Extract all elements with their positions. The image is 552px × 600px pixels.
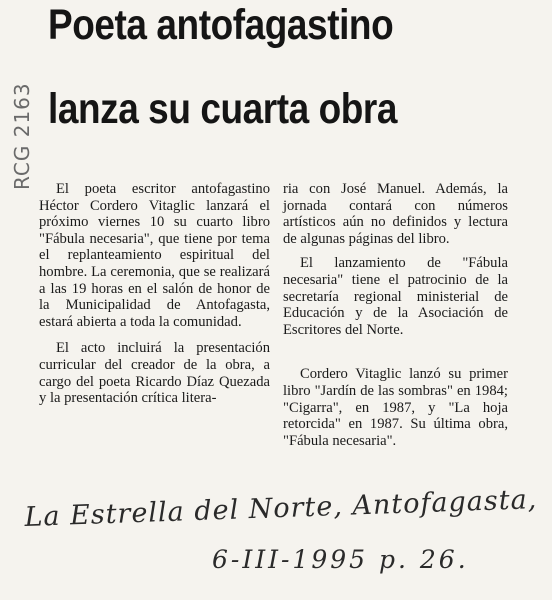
paragraph: El acto incluirá la presentación curricular del creador de la obra, a cargo del poeta Ricardo Díaz Quezada y la presentación crítica litera- xyxy=(39,340,270,407)
article-column-left xyxy=(39,181,270,407)
paragraph: ria con José Manuel. Además, la jornada contará con números artísticos aún no definidos y lectura de algunas páginas del libro. xyxy=(283,181,508,247)
headline-line-2: lanza su cuarta obra xyxy=(48,85,397,133)
paragraph: El poeta escritor antofagastino Héctor Cordero Vitaglic lanzará el próximo viernes 10 su cuarto libro "Fábula necesaria", que tiene por tema el replanteamiento espiritual del hombre. La ceremonia, que se realizará a las 19 horas en el salón de honor de la Municipalidad de Antofagasta, estará abierta a toda la comunidad. xyxy=(39,181,270,330)
paragraph: El lanzamiento de "Fábula necesaria" tiene el patrocinio de la secretaría regional ministerial de Educación y de la Asociación de Escritores del Norte. xyxy=(283,255,508,338)
handwritten-date: 6-III-1995 p. 26. xyxy=(212,545,469,574)
handwritten-source: La Estrella del Norte, Antofagasta, xyxy=(24,484,538,533)
paragraph: Cordero Vitaglic lanzó su primer libro "Jardín de las sombras" en 1984; "Cigarra", en 1987, y "La hoja retorcida" en 1987. Su última obra, "Fábula necesaria". xyxy=(283,366,508,449)
article-column-right xyxy=(283,181,508,449)
archive-code-stamp: RCG 2163 xyxy=(10,82,34,190)
headline-line-1: Poeta antofagastino xyxy=(48,1,394,49)
